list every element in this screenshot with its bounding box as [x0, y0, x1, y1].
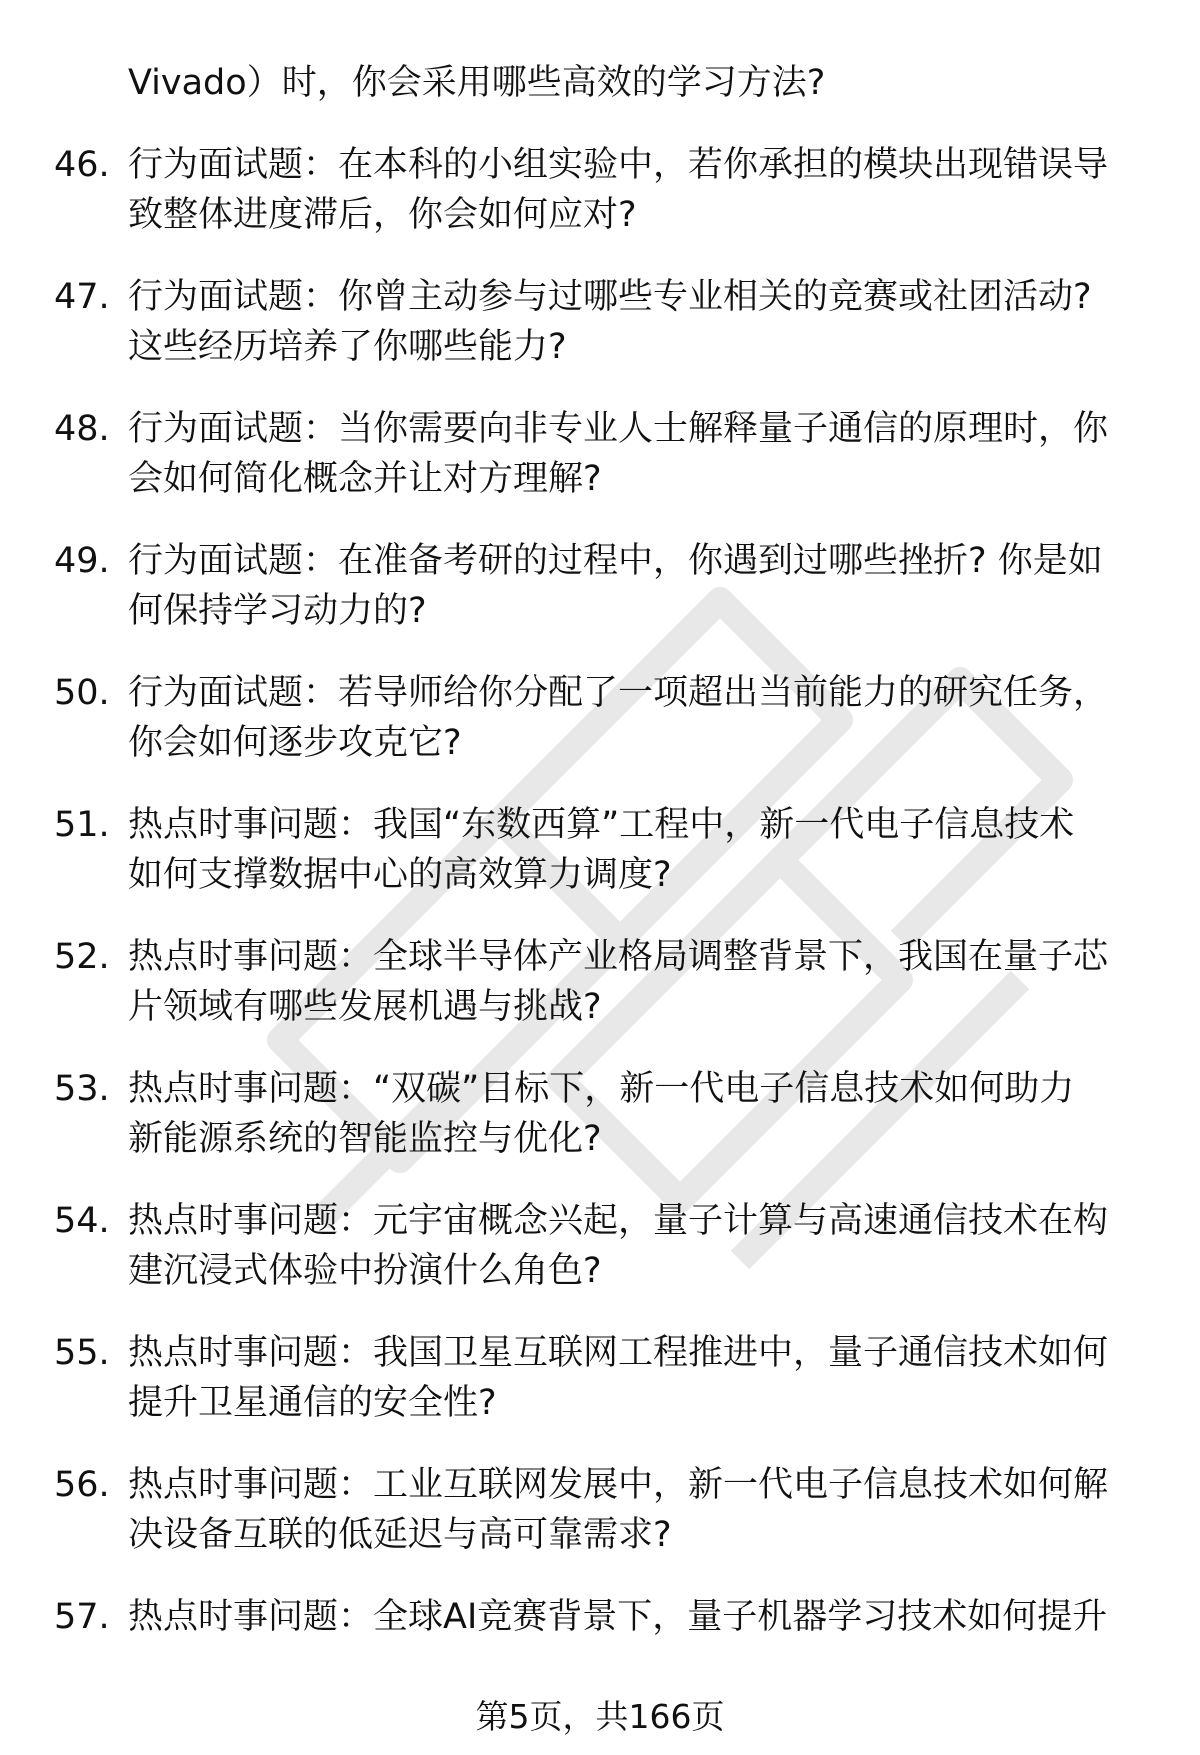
item-number: 50.	[54, 673, 110, 713]
item-number: 46.	[54, 145, 110, 185]
item-number: 47.	[54, 277, 110, 317]
item-text: 行为面试题：在本科的小组实验中，若你承担的模块出现错误导 致整体进度滞后，你会如何应对?	[128, 145, 1109, 235]
item-number: 49.	[54, 541, 110, 581]
item-text: 热点时事问题：“双碳”目标下，新一代电子信息技术如何助力 新能源系统的智能监控与优化?	[128, 1069, 1075, 1159]
item-text: 热点时事问题：我国卫星互联网工程推进中，量子通信技术如何 提升卫星通信的安全性?	[128, 1333, 1109, 1423]
list-item	[0, 272, 1200, 404]
item-text: 行为面试题：在准备考研的过程中，你遇到过哪些挫折? 你是如 何保持学习动力的?	[128, 541, 1103, 631]
continuation-line: Vivado）时，你会采用哪些高效的学习方法?	[128, 63, 826, 103]
list-item	[0, 800, 1200, 932]
item-number: 53.	[54, 1069, 110, 1109]
item-text: 热点时事问题：我国“东数西算”工程中，新一代电子信息技术 如何支撑数据中心的高效算力调度?	[128, 805, 1075, 895]
item-number: 52.	[54, 937, 110, 977]
list-item	[0, 932, 1200, 1064]
list-item	[0, 1460, 1200, 1592]
list-item	[0, 668, 1200, 800]
list-item	[0, 536, 1200, 668]
item-text: 行为面试题：当你需要向非专业人士解释量子通信的原理时，你 会如何简化概念并让对方理解?	[128, 409, 1109, 499]
item-number: 55.	[54, 1333, 110, 1373]
list-item	[0, 1328, 1200, 1460]
item-number: 54.	[54, 1201, 110, 1241]
item-text: 热点时事问题：元宇宙概念兴起，量子计算与高速通信技术在构 建沉浸式体验中扮演什么角色?	[128, 1201, 1109, 1291]
question-list	[0, 140, 1200, 1724]
item-number: 48.	[54, 409, 110, 449]
item-text: 行为面试题：你曾主动参与过哪些专业相关的竞赛或社团活动? 这些经历培养了你哪些能力?	[128, 277, 1092, 367]
item-number: 51.	[54, 805, 110, 845]
list-item	[0, 1196, 1200, 1328]
item-text: 热点时事问题：全球半导体产业格局调整背景下，我国在量子芯 片领域有哪些发展机遇与挑战?	[128, 937, 1109, 1027]
item-number: 56.	[54, 1465, 110, 1505]
list-item	[0, 404, 1200, 536]
item-text: 行为面试题：若导师给你分配了一项超出当前能力的研究任务， 你会如何逐步攻克它?	[128, 673, 1109, 763]
list-item	[0, 1064, 1200, 1196]
page-footer: 第5页，共166页	[475, 1697, 725, 1736]
item-number: 57.	[54, 1597, 110, 1637]
item-text: 热点时事问题：工业互联网发展中，新一代电子信息技术如何解 决设备互联的低延迟与高可靠需求?	[128, 1465, 1109, 1555]
item-text: 热点时事问题：全球AI竞赛背景下，量子机器学习技术如何提升	[128, 1597, 1108, 1637]
list-item	[0, 140, 1200, 272]
